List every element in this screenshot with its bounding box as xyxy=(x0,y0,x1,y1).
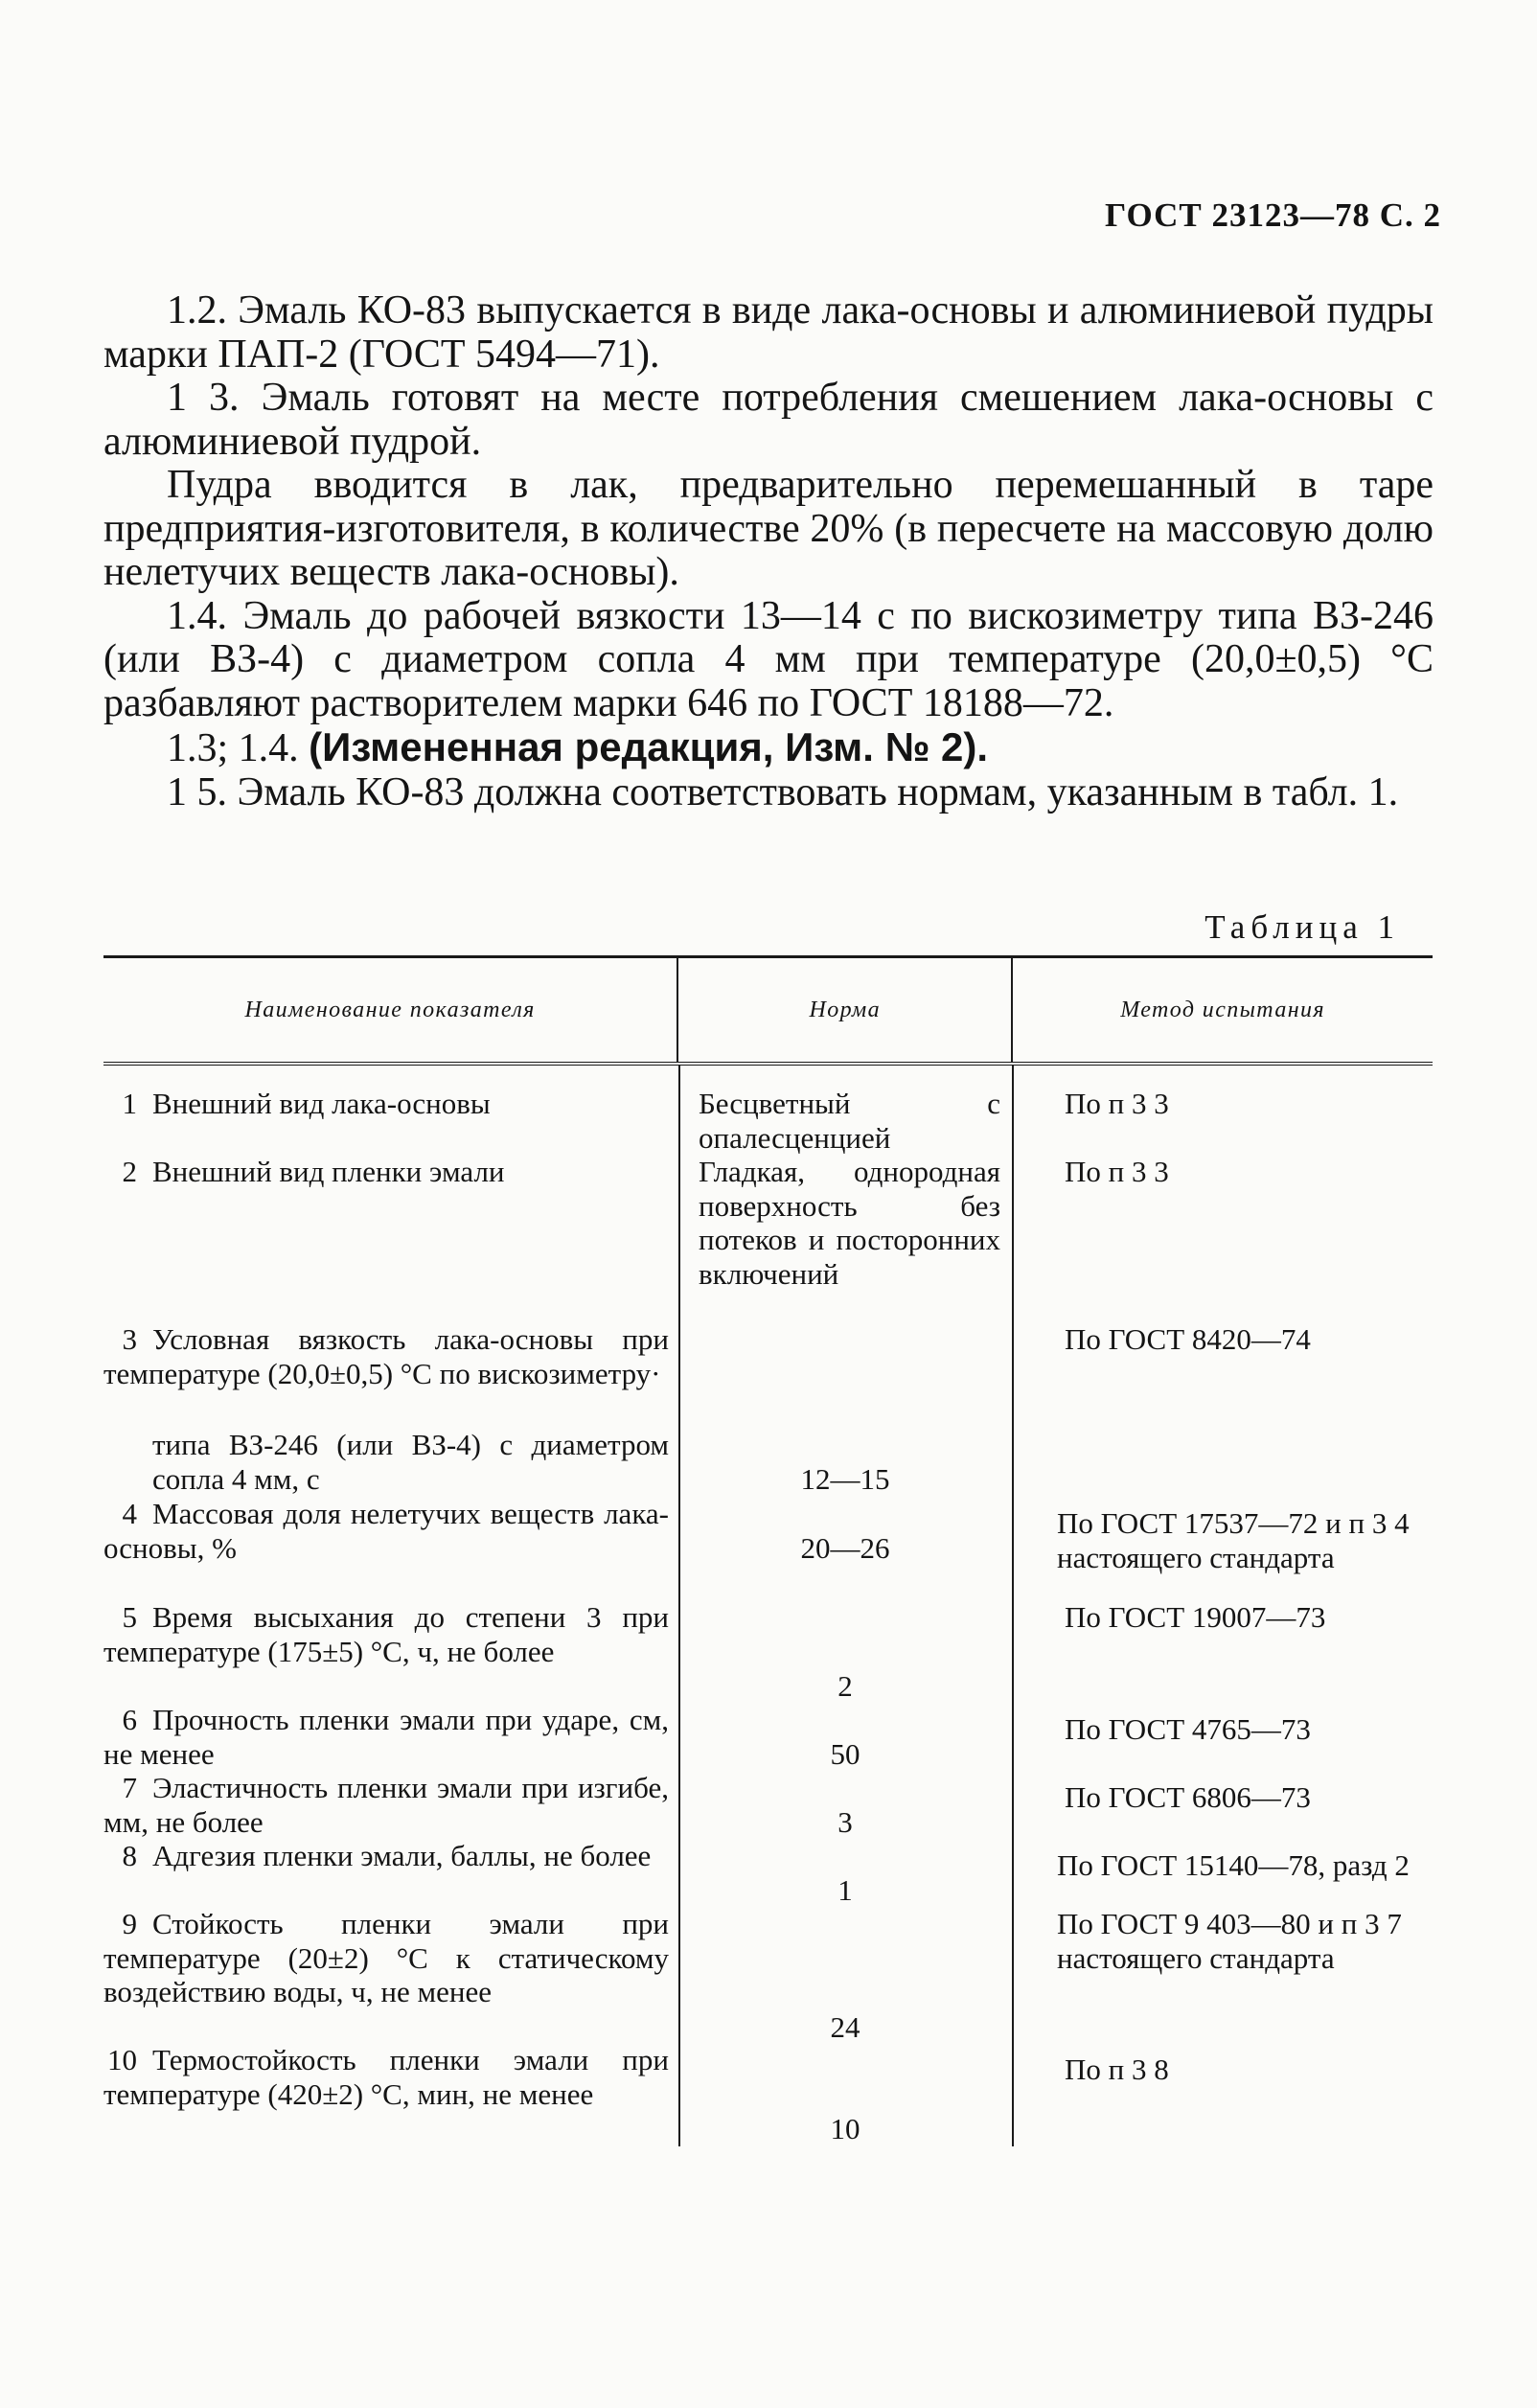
row-name xyxy=(103,1839,669,1873)
body-text xyxy=(103,289,1434,814)
row-name-text: Эластичность пленки эмали при изгибе, мм, не более xyxy=(103,1771,669,1839)
row-number: 1 xyxy=(122,1087,137,1120)
row-name-text: Термостойкость пленки эмали при температуре (420±2) °С, мин, не менее xyxy=(103,2043,669,2111)
paragraph-1-4: 1.4. Эмаль до рабочей вязкости 13—14 с по вискозиметру типа ВЗ-246 (или ВЗ-4) с диаметром сопла 4 мм при температуре (20,0±0,5) °С разбавляют растворителем марки 646 по ГОСТ 18188—72. xyxy=(103,593,1434,725)
row-name-text: Условная вязкость лака-основы при температуре (20,0±0,5) °С по вискозиметру· xyxy=(103,1322,669,1390)
row-method: По ГОСТ 6806—73 xyxy=(1065,1780,1311,1814)
page-header: ГОСТ 23123—78 С. 2 xyxy=(1105,196,1441,234)
paragraph-amendment xyxy=(103,725,1434,771)
table-header-row xyxy=(103,955,1433,1066)
row-name-text: Массовая доля нелетучих веществ лака-основы, % xyxy=(103,1497,669,1565)
row-name xyxy=(103,1771,669,1839)
row-name xyxy=(103,1497,669,1565)
row-norm: 24 xyxy=(830,2010,860,2044)
row-name-text: Внешний вид лака-основы xyxy=(152,1087,491,1120)
amendment-note: (Измененная редакция, Изм. № 2). xyxy=(309,724,989,769)
row-method: По ГОСТ 15140—78, разд 2 xyxy=(1057,1848,1410,1882)
row-method: По ГОСТ 17537—72 и п 3 4 настоящего стандарта xyxy=(1057,1506,1410,1574)
header-method: Метод испытания xyxy=(1120,997,1325,1022)
row-number: 10 xyxy=(107,2043,137,2076)
header-norm: Норма xyxy=(678,958,1013,1062)
row-name-continued: типа ВЗ-246 (или ВЗ-4) с диаметром сопла 4 мм, с xyxy=(152,1428,669,1496)
row-norm: 1 xyxy=(837,1873,853,1907)
row-norm: Бесцветный с опалесценцией xyxy=(699,1087,1000,1155)
row-name xyxy=(103,1907,669,2009)
row-norm: 10 xyxy=(830,2112,860,2145)
row-method: По ГОСТ 9 403—80 и п 3 7 настоящего стандарта xyxy=(1057,1907,1402,1975)
row-name xyxy=(103,1600,669,1668)
row-norm: Гладкая, однородная поверхность без потеков и посторонних включений xyxy=(699,1155,1000,1291)
row-method: По п 3 3 xyxy=(1065,1087,1169,1120)
table-caption: Таблица 1 xyxy=(1204,908,1400,946)
row-number: 8 xyxy=(122,1839,137,1872)
paragraph-1-3: 1 3. Эмаль готовят на месте потребления смешением лака-основы с алюминиевой пудрой. xyxy=(103,376,1434,464)
row-number: 2 xyxy=(122,1155,137,1188)
row-norm: 12—15 xyxy=(800,1462,890,1496)
row-name xyxy=(103,1087,669,1121)
row-method: По п 3 3 xyxy=(1065,1155,1169,1188)
row-name xyxy=(103,2043,669,2111)
row-norm: 3 xyxy=(837,1805,853,1839)
row-number: 5 xyxy=(122,1600,137,1634)
row-name xyxy=(103,1155,669,1189)
paragraph-powder: Пудра вводится в лак, предварительно перемешанный в таре предприятия-изготовителя, в количестве 20% (в пересчете на массовую долю нелетучих веществ лака-основы). xyxy=(103,463,1434,594)
amendment-ref: 1.3; 1.4. xyxy=(167,726,299,770)
header-indicator: Наименование показателя xyxy=(103,958,678,1062)
row-norm: 2 xyxy=(837,1669,853,1703)
row-name-text: Время высыхания до степени 3 при температуре (175±5) °С, ч, не более xyxy=(103,1600,669,1668)
row-number: 7 xyxy=(122,1771,137,1804)
row-norm: 20—26 xyxy=(800,1531,890,1565)
row-number: 3 xyxy=(122,1322,137,1356)
paragraph-1-2: 1.2. Эмаль КО-83 выпускается в виде лака-основы и алюминиевой пудры марки ПАП-2 (ГОСТ 5494—71). xyxy=(103,288,1434,377)
row-name xyxy=(103,1322,669,1390)
table-body xyxy=(103,1066,1433,2146)
row-number: 4 xyxy=(122,1497,137,1530)
row-name-text: Адгезия пленки эмали, баллы, не более xyxy=(152,1839,652,1872)
row-name-text: Внешний вид пленки эмали xyxy=(152,1155,505,1188)
row-name xyxy=(103,1703,669,1771)
row-name-text: Прочность пленки эмали при ударе, см, не менее xyxy=(103,1703,669,1771)
row-method: По ГОСТ 4765—73 xyxy=(1065,1712,1311,1746)
paragraph-1-5: 1 5. Эмаль КО-83 должна соответствовать нормам, указанным в табл. 1. xyxy=(167,769,1399,814)
row-name-text: Стойкость пленки эмали при температуре (20±2) °С к статическому воздействию воды, ч, не менее xyxy=(103,1907,669,2009)
row-norm: 50 xyxy=(830,1737,860,1771)
row-number: 9 xyxy=(122,1907,137,1940)
row-number: 6 xyxy=(122,1703,137,1736)
column-divider xyxy=(678,1066,680,2146)
row-method: По ГОСТ 19007—73 xyxy=(1065,1600,1326,1634)
row-method: По ГОСТ 8420—74 xyxy=(1065,1322,1311,1356)
row-method: По п 3 8 xyxy=(1065,2053,1169,2086)
table xyxy=(103,955,1433,2146)
